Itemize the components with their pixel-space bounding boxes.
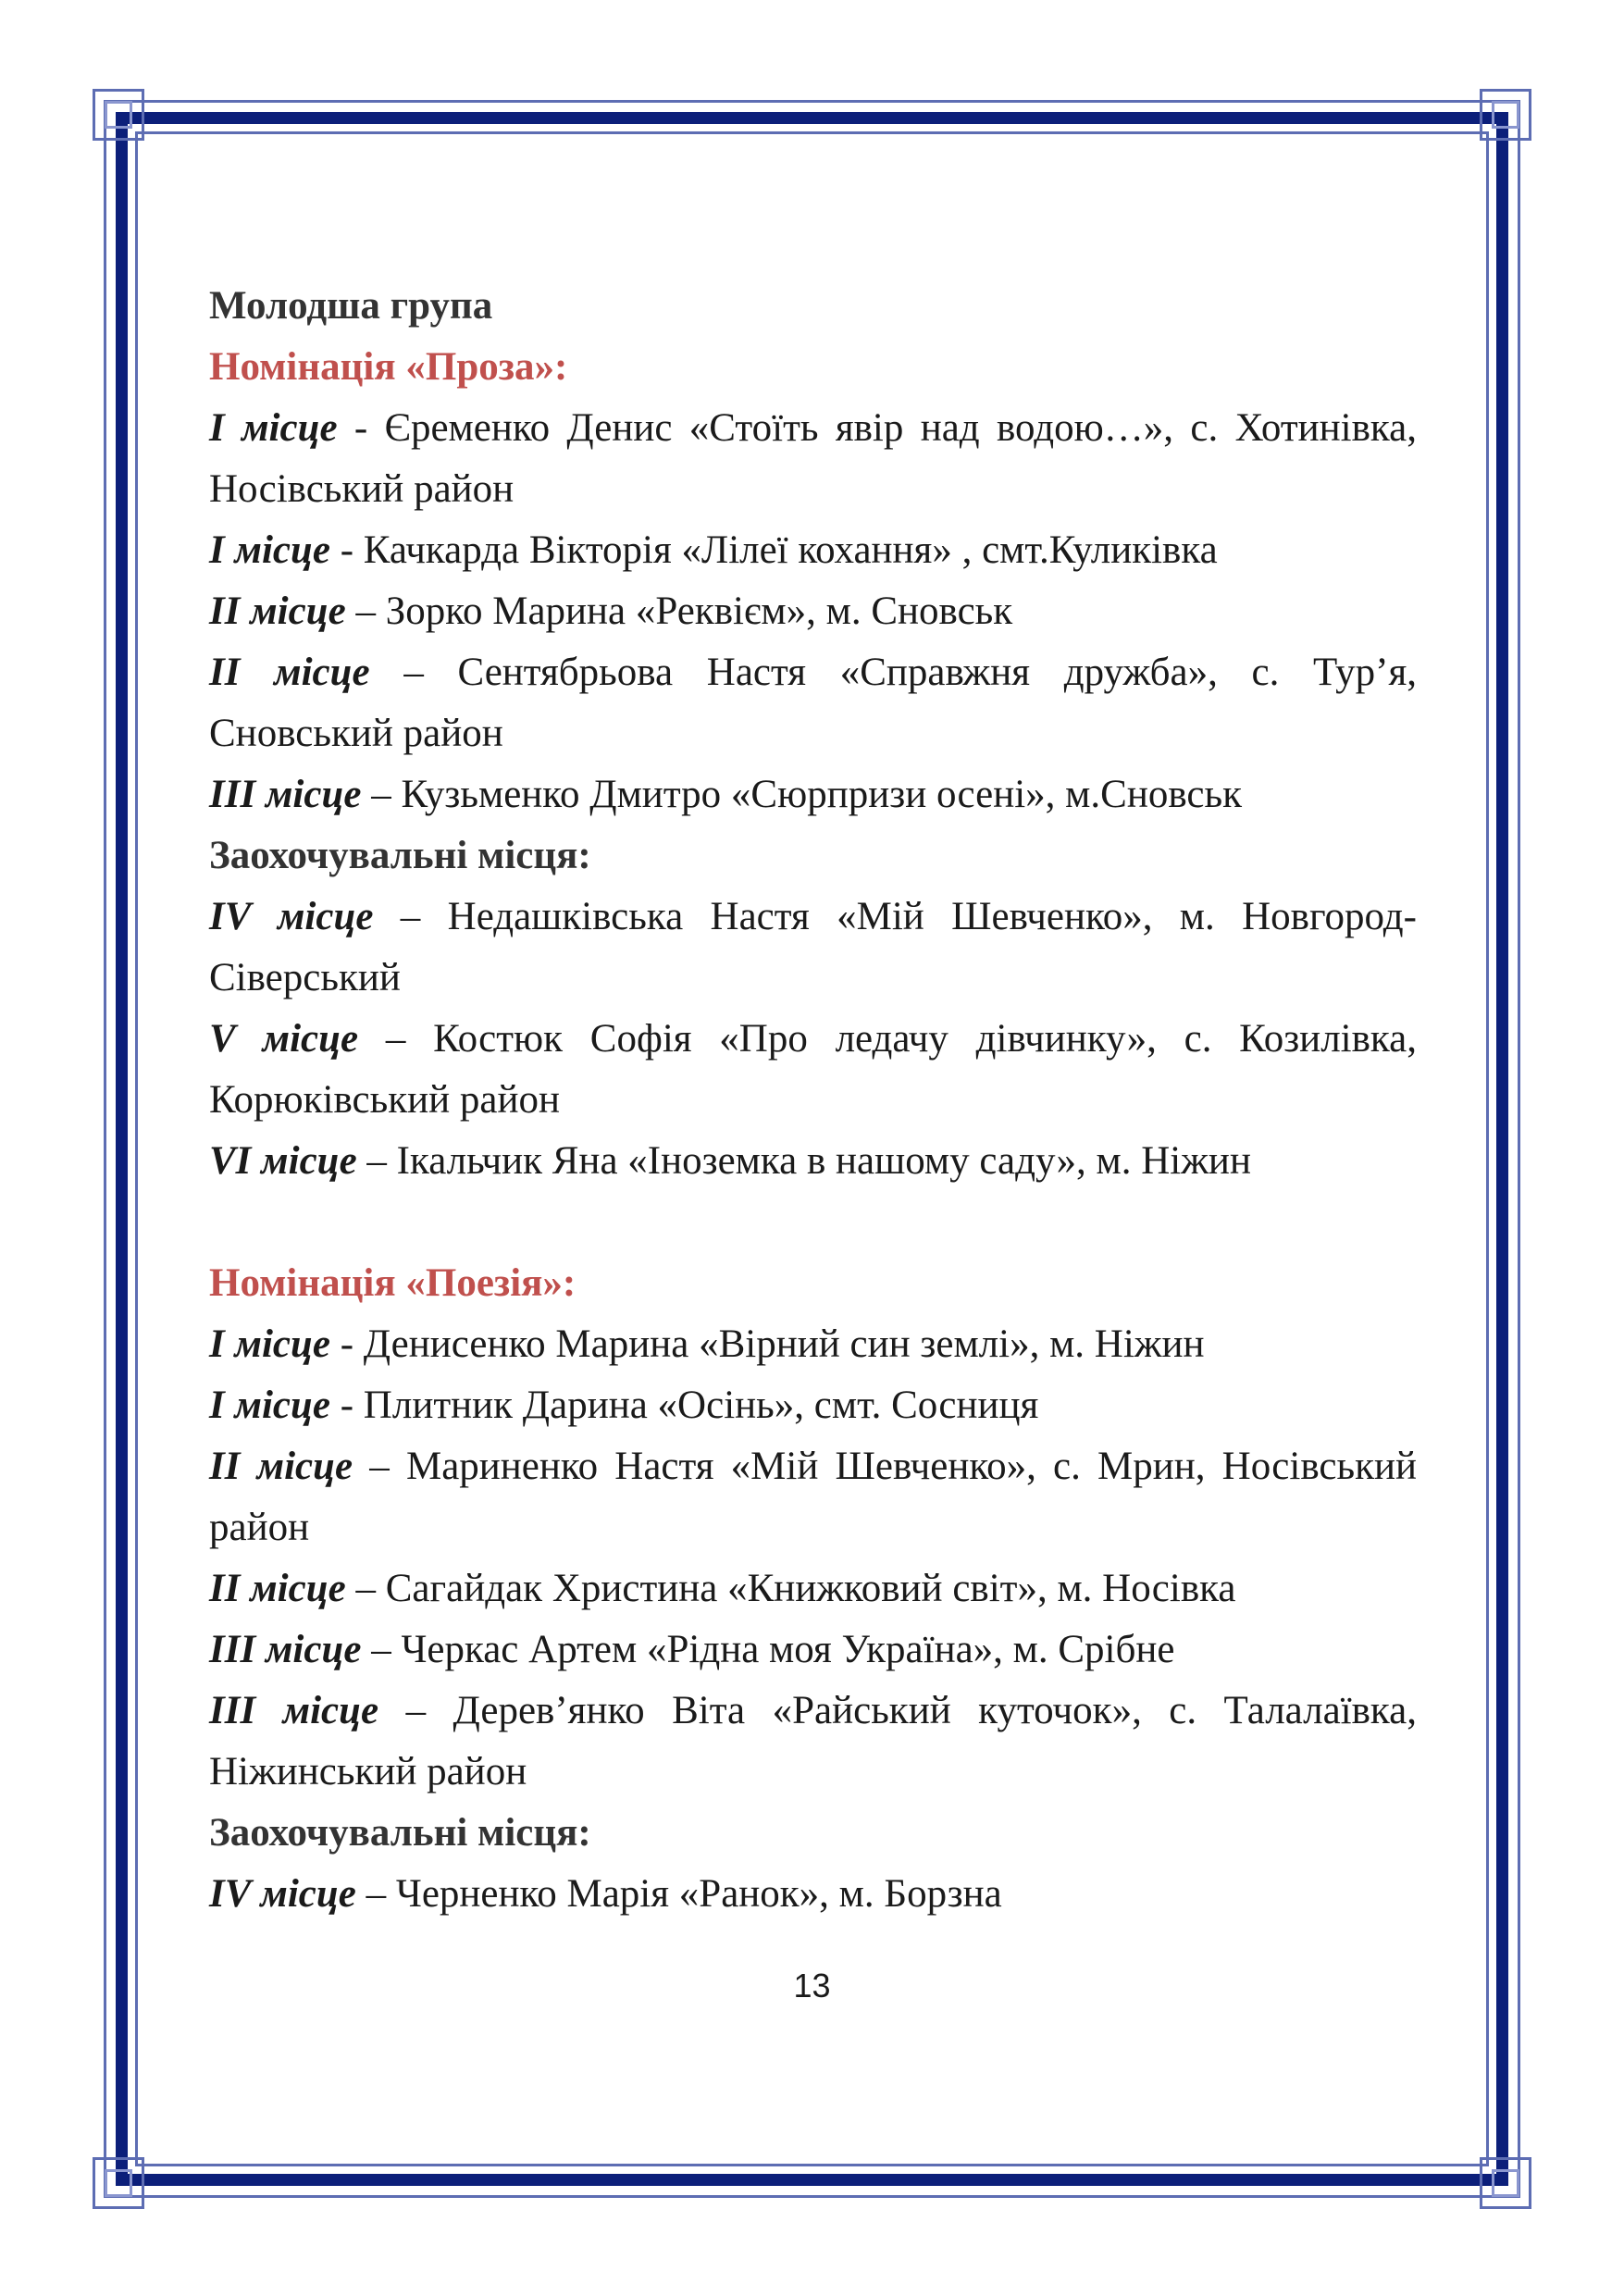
section-spacer — [209, 1192, 1417, 1253]
award-entry — [209, 1131, 1417, 1192]
place-label: II місце — [209, 651, 370, 694]
place-label: VI місце — [209, 1139, 357, 1183]
entry-text: – Черкас Артем «Рідна моя Україна», м. Срібне — [361, 1628, 1175, 1671]
entry-text: – Дерев’янко Віта «Райський куточок», с. Талалаївка, Ніжинський район — [209, 1689, 1417, 1793]
award-entry — [209, 1620, 1417, 1681]
place-label: I місце — [209, 1384, 330, 1427]
entry-text: – Ікальчик Яна «Іноземка в нашому саду», м. Ніжин — [356, 1139, 1251, 1183]
entry-text: - Качкарда Вікторія «Лілеї кохання» , смт.Куликівка — [329, 528, 1218, 572]
award-entry — [209, 1314, 1417, 1375]
entry-text: – Недашківська Настя «Мій Шевченко», м. Новгород-Сіверський — [209, 895, 1417, 999]
entry-text: – Кузьменко Дмитро «Сюрпризи осені», м.Сновськ — [361, 773, 1242, 816]
place-label: I місце — [209, 406, 338, 450]
entry-text: - Плитник Дарина «Осінь», смт. Сосниця — [329, 1384, 1039, 1427]
frame-corner-ornament — [1480, 89, 1531, 141]
place-label: V місце — [209, 1017, 359, 1061]
nomination-title-prose: Номінація «Проза»: — [209, 345, 568, 389]
place-label: IV місце — [209, 895, 374, 938]
entry-text: – Костюк Софія «Про ледачу дівчинку», с. Козилівка, Корюківський район — [209, 1017, 1417, 1122]
entry-text: – Зорко Марина «Реквієм», м. Сновськ — [345, 590, 1013, 633]
nomination-title-poetry: Номінація «Поезія»: — [209, 1261, 576, 1305]
page-number: 13 — [793, 1967, 831, 2004]
place-label: II місце — [209, 1567, 346, 1610]
award-entry — [209, 887, 1417, 1009]
place-label: I місце — [209, 1322, 330, 1366]
encouragement-title: Заохочувальні місця: — [209, 834, 591, 877]
frame-corner-ornament — [93, 2157, 144, 2209]
entry-text: – Сентябрьова Настя «Справжня дружба», с. Тур’я, Сновський район — [209, 651, 1417, 755]
place-label: I місце — [209, 528, 330, 572]
place-label: III місце — [209, 1689, 379, 1732]
place-label: II місце — [209, 1445, 353, 1488]
place-label: III місце — [209, 1628, 362, 1671]
entry-text: – Сагайдак Христина «Книжковий світ», м. Носівка — [345, 1567, 1236, 1610]
frame-corner-ornament — [1480, 2157, 1531, 2209]
entry-text: – Черненко Марія «Ранок», м. Борзна — [355, 1872, 1002, 1916]
award-entry — [209, 1375, 1417, 1436]
frame-corner-ornament — [93, 89, 144, 141]
place-label: II місце — [209, 590, 346, 633]
award-entry — [209, 398, 1417, 520]
encouragement-title: Заохочувальні місця: — [209, 1811, 591, 1855]
award-entry — [209, 1558, 1417, 1620]
award-entry — [209, 520, 1417, 581]
entry-text: – Мариненко Настя «Мій Шевченко», с. Мрин, Носівський район — [209, 1445, 1417, 1549]
entry-text: - Денисенко Марина «Вірний син землі», м. Ніжин — [329, 1322, 1205, 1366]
award-entry — [209, 1681, 1417, 1803]
award-entry — [209, 642, 1417, 764]
place-label: III місце — [209, 773, 362, 816]
award-entry — [209, 581, 1417, 642]
award-entry — [209, 1436, 1417, 1558]
document-body — [209, 276, 1417, 1925]
award-entry — [209, 764, 1417, 825]
award-entry — [209, 1009, 1417, 1131]
place-label: IV місце — [209, 1872, 356, 1916]
entry-text: - Єременко Денис «Стоїть явір над водою…», с. Хотинівка, Носівський район — [209, 406, 1417, 511]
award-entry — [209, 1864, 1417, 1925]
group-title: Молодша група — [209, 284, 493, 328]
